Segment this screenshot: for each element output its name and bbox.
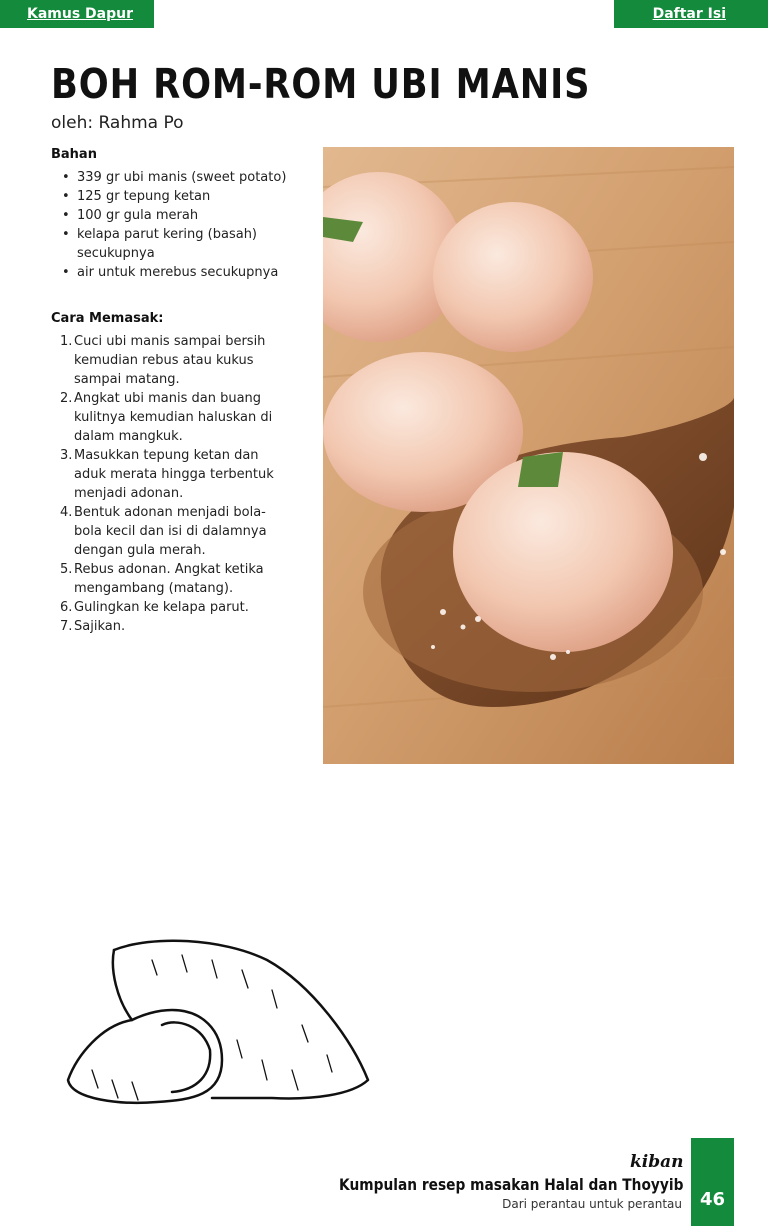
steps-list	[60, 332, 292, 636]
ingredients-heading: Bahan	[51, 147, 97, 162]
recipe-author: oleh: Rahma Po	[51, 113, 184, 133]
step-item	[60, 446, 292, 503]
ingredient-item: • 339 gr ubi manis (sweet potato)	[60, 168, 310, 187]
coconut-balls-photo	[323, 147, 734, 764]
kamus-dapur-link[interactable]: Kamus Dapur	[0, 0, 154, 28]
ingredients-list	[60, 168, 310, 282]
step-item	[60, 332, 292, 389]
step-number: 6.	[60, 600, 73, 615]
ingredient-item: • 125 gr tepung ketan	[60, 187, 310, 206]
book-title: Kumpulan resep masakan Halal dan Thoyyib	[338, 1175, 683, 1194]
step-text: Angkat ubi manis dan buang kulitnya kemudian haluskan di dalam mangkuk.	[74, 391, 273, 444]
step-text: Cuci ubi manis sampai bersih kemudian rebus atau kukus sampai matang.	[74, 334, 266, 387]
kiban-logo: kiban	[630, 1152, 684, 1172]
sweet-potato-illustration	[62, 930, 374, 1112]
step-text: Sajikan.	[74, 619, 126, 634]
page-number: 46	[699, 1189, 726, 1210]
step-number: 7.	[60, 619, 73, 634]
step-item	[60, 617, 292, 636]
step-item	[60, 598, 292, 617]
step-number: 2.	[60, 391, 73, 406]
steps-heading: Cara Memasak:	[51, 311, 164, 326]
step-item	[60, 560, 292, 598]
page-number-box	[691, 1138, 734, 1226]
ingredient-item: • 100 gr gula merah	[60, 206, 310, 225]
recipe-title: BOH ROM-ROM UBI MANIS	[51, 60, 591, 108]
book-tagline: Dari perantau untuk perantau	[502, 1197, 682, 1211]
ingredient-item: • kelapa parut kering (basah) secukupnya	[60, 225, 310, 263]
step-number: 4.	[60, 505, 73, 520]
step-number: 1.	[60, 334, 73, 349]
step-item	[60, 389, 292, 446]
step-text: Rebus adonan. Angkat ketika mengambang (matang).	[74, 562, 264, 596]
step-number: 5.	[60, 562, 73, 577]
step-number: 3.	[60, 448, 73, 463]
step-text: Masukkan tepung ketan dan aduk merata hingga terbentuk menjadi adonan.	[74, 448, 274, 501]
daftar-isi-link[interactable]: Daftar Isi	[614, 0, 768, 28]
step-text: Gulingkan ke kelapa parut.	[74, 600, 249, 615]
step-text: Bentuk adonan menjadi bola-bola kecil dan isi di dalamnya dengan gula merah.	[74, 505, 267, 558]
step-item	[60, 503, 292, 560]
ingredient-item: • air untuk merebus secukupnya	[60, 263, 310, 282]
